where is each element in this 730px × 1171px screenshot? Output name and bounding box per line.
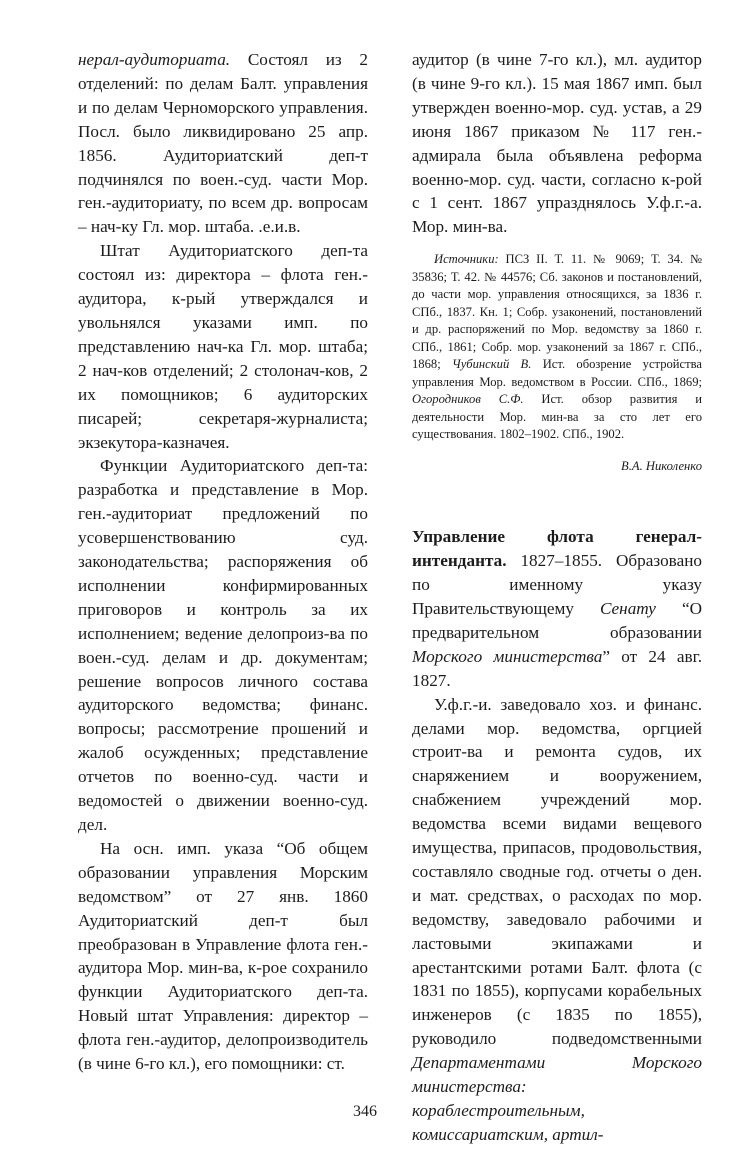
entry-heading-paragraph (412, 525, 702, 692)
left-paragraph-3: Функции Аудиториатского деп-та: разработка и представление в Мор. ген.-аудиториат предложений по усовершенствованию суд. законодательства; распоряжения об исполнении конфирмированных приговоров и контроль за их исполнением; ведение делопроиз-ва по воен.-суд. делам и др. документам; решение вопросов личного состава аудиторского ведомства; финанс. вопросы; рассмотрение прошений и жалоб осужденных; представление отчетов по военно-суд. части и ведомостей о движении военно-суд. дел. (78, 456, 368, 834)
entry-text-1: 1827–1855. Образовано по именному указу Правительствующему (412, 551, 702, 618)
left-paragraph-1 (78, 48, 368, 239)
entry-senate: Сенату (599, 598, 656, 618)
entry-text-2: “О предварительном образовании (412, 598, 702, 642)
left-paragraph-2: Штат Аудиториатского деп-та состоял из: директора – флота ген.-аудитора, к-рый утверждался и увольнялся указами имп. по представлению нач-ка Гл. мор. штаба; 2 нач-ков отделений; 2 столонач-ков, 2 их помощников; 6 аудиторских писарей; секретаря-журналиста; экзекутора-казначея. (78, 241, 368, 452)
sources-author-2: Огородников С.Ф. (412, 392, 524, 407)
left-paragraph-4: На осн. имп. указа “Об общем образовании управления Морским ведомством” от 27 янв. 1860 Аудиториатский деп-т был преобразован в Управление флота ген.-аудитора Мор. мин-ва, к-рое сохранило функции Аудиториатского деп-та. Новый штат Управления: директор – флота ген.-аудитор, делопроизводитель (в чине 6-го кл.), его помощники: ст. (78, 838, 368, 1074)
right-column (412, 48, 702, 1147)
sources-block (412, 251, 702, 444)
left-p1-text: Состоял из 2 отделений: по делам Балт. управления и по делам Черноморского управления. Посл. было ликвидировано 25 апр. 1856. Аудиториатский деп-т подчинялся по воен.-суд. части Мор. ген.-аудиториату, по всем др. вопросам – нач-ку Гл. мор. штаба. .е.и.в. (78, 50, 368, 237)
sources-text-2: Ист. обозрение устройства управления Мор. ведомством в России. СПб., 1869; (412, 357, 702, 389)
sources-text-3: Ист. обзор развития и деятельности Мор. мин-ва за сто лет его существования. 1802–1902. СПб., 1902. (412, 392, 703, 442)
sources-author-1: Чубинский В. (452, 357, 532, 372)
author-signature: В.А. Николенко (621, 458, 702, 473)
entry-heading: Управление флота генерал-интенданта. (412, 527, 702, 571)
right-paragraph-2 (412, 693, 702, 1147)
right-p2-text: У.ф.г.-и. заведовало хоз. и финанс. делами мор. ведомства, оргцией строит-ва и ремонта судов, их снаряжением и вооружением, снабжением учреждений мор. ведомства всеми видами вещевого имущества, припасов, продовольствия, составляло сводные год. отчеты о ден. и мат. средствах, о расходах по мор. ведомству, заведовало рабочими и ластовыми экипажами и арестантскими ротами Балт. флота (с 1831 по 1855), корпусами корабельных инженеров (с 1835 по 1855), руководило подведомственными (412, 694, 702, 1049)
sources-label: Источники: (434, 252, 499, 267)
sources-text-1: ПСЗ II. Т. 11. № 9069; Т. 34. № 35836; Т. 42. № 44576; Сб. законов и постановлений, до части мор. управления относящихся, за 1836 г. СПб., 1837. Кн. 1; Собр. узаконений, постановлений и др. распоряжений по Мор. ведомству за 1860 г. СПб., 1861; Собр. мор. узаконений за 1867 г. СПб., 1868; (412, 252, 702, 372)
right-p2-italic-end: Департаментами Морского министерства: кораблестроительным, комиссариатским, артил- (412, 1053, 702, 1144)
entry-spacer (412, 475, 702, 525)
entry-text-3: ” от 24 авг. 1827. (412, 646, 702, 690)
right-paragraph-1: аудитор (в чине 7-го кл.), мл. аудитор (в чине 9-го кл.). 15 мая 1867 имп. был утвержден военно-мор. суд. устав, а 29 июня 1867 приказом № 117 ген.-адмирала была объявлена реформа военно-мор. суд. части, согласно к-рой с 1 сент. 1867 упразднялось У.ф.г.-а. Мор. мин-ва. (412, 50, 702, 237)
left-p1-italic-start: нерал-аудиториата. (78, 50, 231, 69)
page-number: 346 (353, 1103, 377, 1120)
entry-ministry: Морского министерства (412, 646, 603, 666)
left-column (78, 48, 368, 1076)
